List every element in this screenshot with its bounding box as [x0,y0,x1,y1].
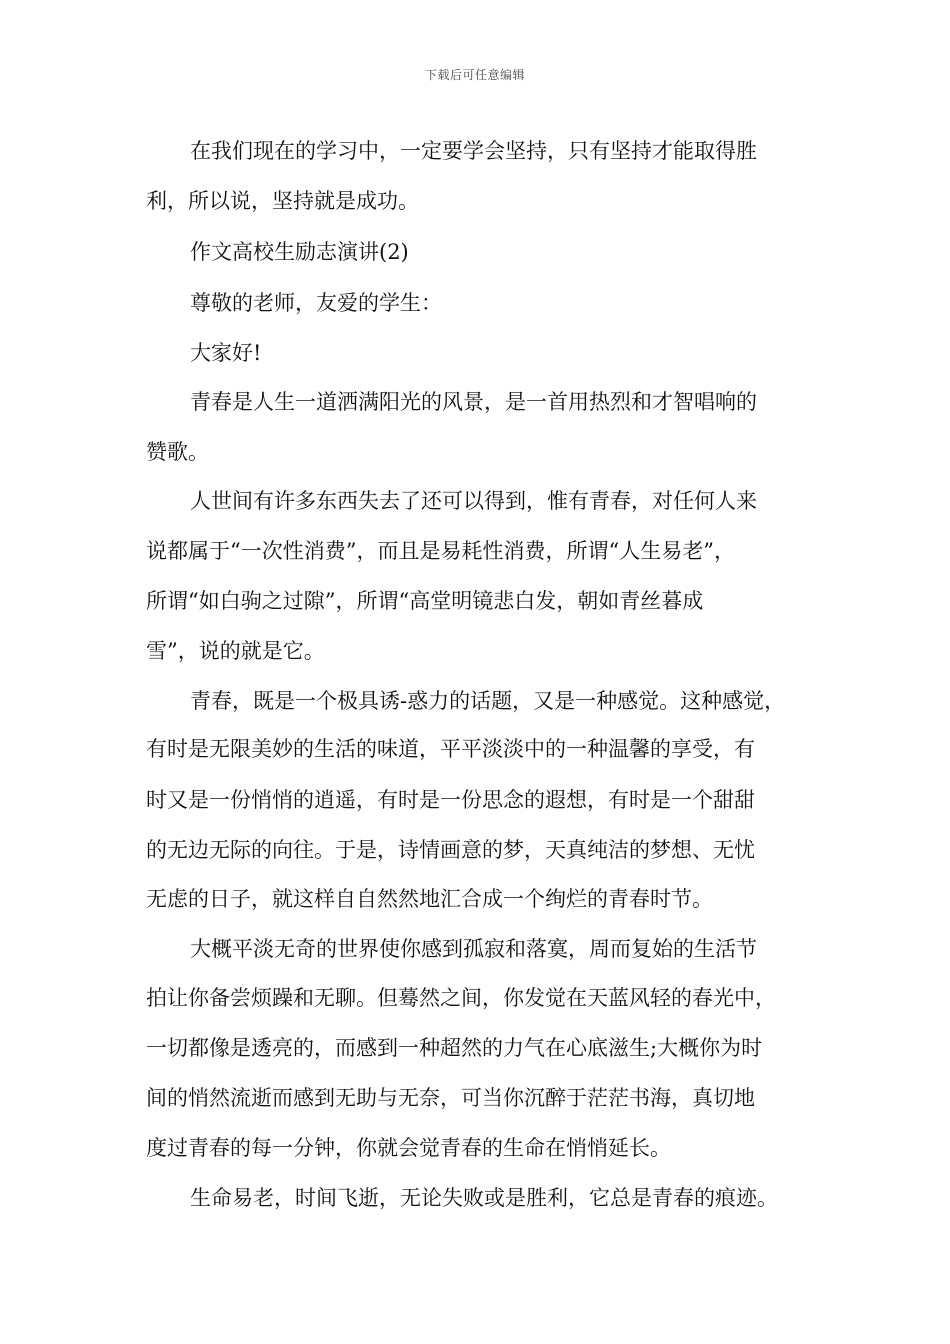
text-line: 雪”，说的就是它。 [146,639,325,663]
text-line: 度过青春的每一分钟，你就会觉青春的生命在悄悄延长。 [146,1136,671,1160]
page-header: 下载后可任意编辑 [424,68,525,82]
text-line: 青春，既是一个极具诱-惑力的话题，又是一种感觉。这种感觉， [190,689,786,713]
text-line: 大概平淡无奇的世界使你感到孤寂和落寞，周而复始的生活节 [190,937,757,961]
text-line: 说都属于“一次性消费”，而且是易耗性消费，所谓“人生易老”， [146,539,735,563]
text-line: 一切都像是透亮的，而感到一种超然的力气在心底滋生;大概你为时 [146,1036,763,1060]
text-line: 时又是一份悄悄的逍遥，有时是一份思念的遐想，有时是一个甜甜 [146,788,755,812]
text-line: 生命易老，时间飞逝，无论失败或是胜利，它总是青春的痕迹。 [190,1186,778,1210]
greeting: 大家好! [190,341,262,365]
text-line: 所谓“如白驹之过隙”，所谓“高堂明镜悲白发，朝如青丝暮成 [146,589,704,613]
text-line: 有时是无限美妙的生活的味道，平平淡淡中的一种温馨的享受，有 [146,737,755,761]
section-title: 作文高校生励志演讲(2) [190,240,409,264]
text-line: 赞歌。 [146,440,209,464]
text-line: 间的悄然流逝而感到无助与无奈，可当你沉醉于茫茫书海，真切地 [146,1086,755,1110]
text-line: 利，所以说，坚持就是成功。 [146,189,419,213]
text-line: 拍让你备尝烦躁和无聊。但蓦然之间，你发觉在天蓝风轻的春光中， [146,986,776,1010]
text-line: 的无边无际的向往。于是，诗情画意的梦，天真纯洁的梦想、无忧 [146,838,755,862]
text-line: 在我们现在的学习中，一定要学会坚持，只有坚持才能取得胜 [190,139,757,163]
salutation: 尊敬的老师，友爱的学生： [190,291,442,315]
text-line: 青春是人生一道洒满阳光的风景，是一首用热烈和才智唱响的 [190,390,757,414]
text-line: 人世间有许多东西失去了还可以得到，惟有青春，对任何人来 [190,489,757,513]
text-line: 无虑的日子，就这样自自然然地汇合成一个绚烂的青春时节。 [146,887,713,911]
